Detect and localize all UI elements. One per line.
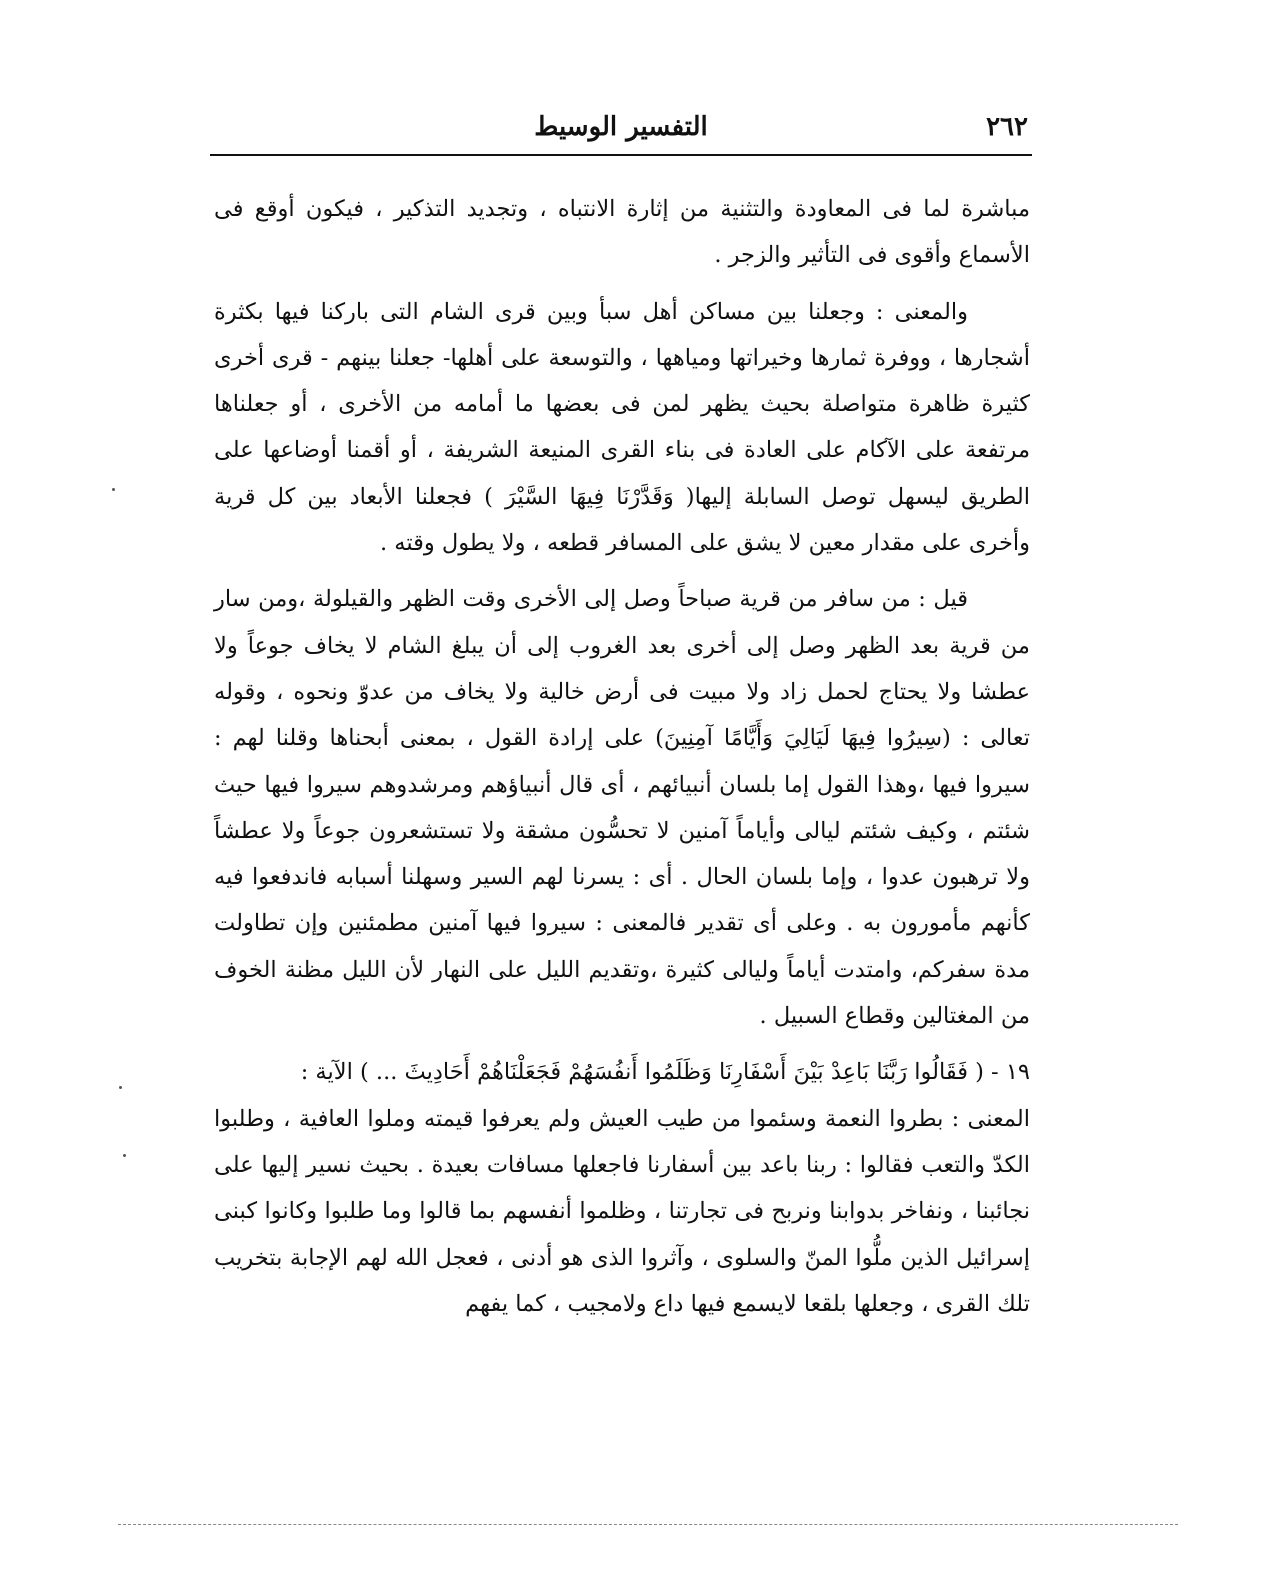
verse-heading: ١٩ - ( فَقَالُوا رَبَّنَا بَاعِدْ بَيْنَ أَسْفَارِنَا وَظَلَمُوا أَنفُسَهُمْ فَجَعَلْنَاهُمْ أَحَادِيثَ ... ) الآية : bbox=[300, 1059, 1030, 1086]
paragraph-qila: قيل : من سافر من قرية صباحاً وصل إلى الأخرى وقت الظهر والقيلولة ،ومن سار من قرية بعد الظهر وصل إلى أخرى بعد الغروب إلى أن يبلغ الشام لا يخاف جوعاً ولا عطشا ولا يحتاج لحمل زاد ولا مبيت فى أرض خالية ولا يخاف من عدوّ ونحوه ، وقوله تعالى : (سِيرُوا فِيهَا لَيَالِيَ وَأَيَّامًا آمِنِينَ) على إرادة القول ، بمعنى أبحناها وقلنا لهم : سيروا فيها ،وهذا القول إما بلسان أنبيائهم ، أى قال أنبياؤهم ومرشدوهم سيروا فيها حيث شئتم ، وكيف شئتم ليالى وأياماً آمنين لا تحسُّون مشقة ولا تستشعرون جوعاً ولا عطشاً ولا ترهبون عدوا ، وإما بلسان الحال . أى : يسرنا لهم السير وسهلنا أسبابه فاندفعوا فيه كأنهم مأمورون به . وعلى أى تقدير فالمعنى : سيروا فيها آمنين مطمئنين وإن تطاولت مدة سفركم، وامتدت أياماً وليالى كثيرة ،وتقديم الليل على النهار لأن الليل مظنة الخوف من المغتالين وقطاع السبيل . bbox=[214, 586, 1030, 1030]
scan-speck bbox=[123, 1154, 126, 1157]
running-title: التفسير الوسيط bbox=[534, 112, 708, 142]
scan-speck bbox=[112, 488, 115, 491]
page-body bbox=[214, 186, 1030, 1327]
paragraph-continuation: مباشرة لما فى المعاودة والتثنية من إثارة الانتباه ، وتجديد التذكير ، فيكون أوقع فى الأسماع وأقوى فى التأثير والزجر . bbox=[214, 196, 1030, 269]
page-number: ٢٦٢ bbox=[986, 112, 1028, 142]
scan-speck bbox=[119, 1086, 122, 1089]
paragraph-final: المعنى : بطروا النعمة وسئموا من طيب العيش ولم يعرفوا قيمته وملوا العافية ، وطلبوا الكدّ والتعب فقالوا : ربنا باعد بين أسفارنا فاجعلها مسافات بعيدة . بحيث نسير إليها على نجائبنا ، ونفاخر بدوابنا ونربح فى تجارتنا ، وظلموا أنفسهم بما قالوا وما طلبوا وكانوا كبنى إسرائيل الذين ملُّوا المنّ والسلوى ، وآثروا الذى هو أدنى ، فعجل الله لهم الإجابة بتخريب تلك القرى ، وجعلها بلقعا لايسمع فيها داع ولامجيب ، كما يفهم bbox=[214, 1105, 1030, 1317]
page-header bbox=[210, 110, 1032, 156]
paragraph-meaning: والمعنى : وجعلنا بين مساكن أهل سبأ وبين قرى الشام التى باركنا فيها بكثرة أشجارها ، ووفرة ثمارها وخيراتها ومياهها ، والتوسعة على أهلها- جعلنا بينهم - قرى أخرى كثيرة ظاهرة متواصلة بحيث يظهر لمن فى بعضها ما أمامه من الأخرى ، أو جعلناها مرتفعة على الآكام على العادة فى بناء القرى المنيعة الشريفة ، أو أقمنا أوضاعها على الطريق ليسهل توصل السابلة إليها( وَقَدَّرْنَا فِيهَا السَّيْرَ ) فجعلنا الأبعاد بين كل قرية وأخرى على مقدار معين لا يشق على المسافر قطعه ، ولا يطول وقته . bbox=[214, 298, 1030, 557]
footer-rule bbox=[118, 1524, 1178, 1525]
